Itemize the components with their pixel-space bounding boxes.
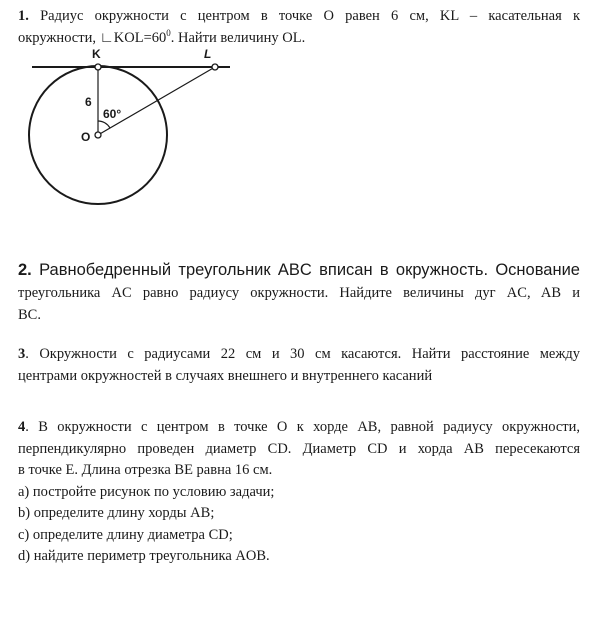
problem-3 <box>18 344 580 387</box>
problem-1-line-1: 1. Радиус окружности с центром в точке O равен 6 см, KL – касательная к <box>18 8 580 24</box>
label-o: O <box>81 130 91 144</box>
problem-1 <box>18 6 580 49</box>
label-radius: 6 <box>85 95 92 109</box>
problem-3-line-2: центрами окружностей в случаях внешнего и внутреннего касаний <box>18 367 433 384</box>
problem-4-item-a: a) постройте рисунок по условию задачи; <box>18 483 275 500</box>
problem-2 <box>18 258 580 326</box>
point-l <box>212 64 218 70</box>
label-angle: 60° <box>103 107 122 121</box>
point-o <box>95 132 101 138</box>
problem-4 <box>18 417 580 568</box>
problem-2-line-2: треугольника AC равно радиусу окружности. Найдите величины дуг AC, AB и <box>18 285 580 301</box>
degree-superscript: 0 <box>166 27 171 38</box>
problem-2-line-1: 2. Равнобедренный треугольник ABC вписан в окружность. Основание <box>18 261 580 279</box>
label-l: L <box>204 47 212 61</box>
label-k: K <box>92 47 101 61</box>
angle-arc <box>98 121 110 128</box>
problem-4-line-2: перпендикулярно проведен диаметр CD. Диаметр CD и хорда AB пересекаются <box>18 440 580 457</box>
problem-2-line-3: BC. <box>18 306 41 323</box>
problem-1-number: 1. <box>18 8 29 24</box>
problem-4-item-b: b) определите длину хорды AB; <box>18 505 215 521</box>
problem-3-number: 3 <box>18 346 26 362</box>
problem-4-item-d: d) найдите периметр треугольника AOB. <box>18 548 270 564</box>
problem-3-line-1: 3. Окружности с радиусами 22 см и 30 см касаются. Найти расстояние между <box>18 346 580 362</box>
problem-4-line-3: в точке E. Длина отрезка BE равна 16 см. <box>18 462 273 478</box>
problem-4-line-1: 4. В окружности с центром в точке O к хорде AB, равной радиусу окружности, <box>18 419 580 435</box>
problem-4-number: 4 <box>18 419 26 435</box>
tangent-circle-figure <box>26 44 246 244</box>
problem-2-number: 2. <box>18 261 32 279</box>
segment-ol <box>98 67 215 135</box>
point-k <box>95 64 101 70</box>
problem-4-item-c: c) определите длину диаметра CD; <box>18 526 233 543</box>
problem-1-line-2: окружности, $∟KOL=60^0$. Найти величину OL. <box>18 27 306 46</box>
